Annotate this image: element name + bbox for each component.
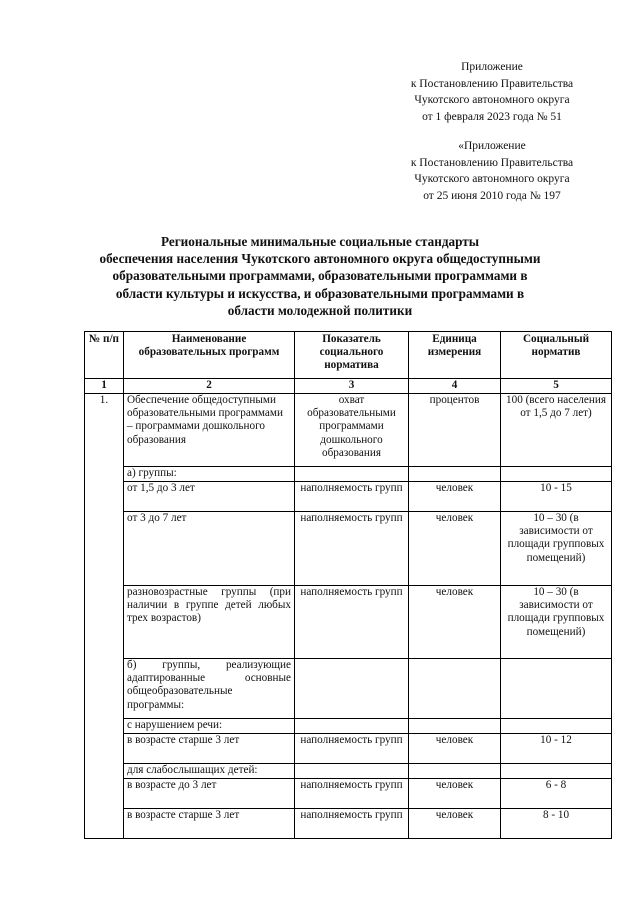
col-number: 3 — [295, 379, 409, 394]
norm: 10 – 30 (в зависимости от площади групповых помещений) — [501, 586, 612, 659]
title-line: области культуры и искусства, и образовательными программами в — [115, 285, 525, 301]
annex-current-header — [392, 59, 592, 125]
header-indicator: Показатель социального норматива — [295, 332, 409, 379]
table-row — [85, 586, 612, 659]
section-label: а) группы: — [124, 467, 295, 482]
table-row — [85, 659, 612, 719]
col-number: 1 — [85, 379, 124, 394]
table-header-row — [85, 332, 612, 379]
table-row — [85, 467, 612, 482]
norm: 10 - 12 — [501, 734, 612, 764]
subsection-label: для слабослышащих детей: — [124, 764, 295, 779]
table-row — [85, 394, 612, 467]
program-name: в возрасте старше 3 лет — [124, 809, 295, 839]
annex-line: Чукотского автономного округа — [414, 173, 570, 185]
norm: 8 - 10 — [501, 809, 612, 839]
col-number: 2 — [124, 379, 295, 394]
section-label: б) группы, реализующие адаптированные основные общеобразовательные программы: — [124, 659, 295, 719]
indicator: наполняемость групп — [295, 586, 409, 659]
indicator: наполняемость групп — [295, 734, 409, 764]
subsection-label: с нарушением речи: — [124, 719, 295, 734]
table-row — [85, 512, 612, 586]
table-row — [85, 482, 612, 512]
program-name: от 1,5 до 3 лет — [124, 482, 295, 512]
program-name: в возрасте старше 3 лет — [124, 734, 295, 764]
document-title — [70, 233, 570, 319]
unit: человек — [409, 779, 501, 809]
annex-line: от 1 февраля 2023 года № 51 — [422, 110, 562, 123]
title-line: Региональные минимальные социальные стандарты — [160, 234, 480, 249]
annex-original-header — [392, 138, 592, 204]
row-number: 1. — [85, 394, 124, 839]
column-number-row — [85, 379, 612, 394]
table-row — [85, 809, 612, 839]
program-name: Обеспечение общедоступными образовательными программами – программами дошкольного образования — [124, 394, 295, 467]
annex-line: Чукотского автономного округа — [414, 94, 570, 106]
header-name: Наименование образовательных программ — [124, 332, 295, 379]
standards-table — [84, 331, 612, 839]
norm: 6 - 8 — [501, 779, 612, 809]
norm: 10 – 30 (в зависимости от площади групповых помещений) — [501, 512, 612, 586]
indicator: наполняемость групп — [295, 482, 409, 512]
annex-line: «Приложение — [458, 140, 526, 152]
unit: человек — [409, 512, 501, 586]
unit: человек — [409, 809, 501, 839]
indicator: наполняемость групп — [295, 779, 409, 809]
title-line: образовательными программами, образовательными программами в — [112, 268, 528, 284]
table-row — [85, 719, 612, 734]
header-norm: Социальный норматив — [501, 332, 612, 379]
annex-line: от 25 июня 2010 года № 197 — [423, 189, 561, 202]
unit: человек — [409, 586, 501, 659]
program-name: от 3 до 7 лет — [124, 512, 295, 586]
norm: 10 - 15 — [501, 482, 612, 512]
norm: 100 (всего населения от 1,5 до 7 лет) — [501, 394, 612, 467]
annex-line: к Постановлению Правительства — [410, 77, 574, 90]
table-row — [85, 734, 612, 764]
program-name: разновозрастные группы (при наличии в группе детей любых трех возрастов) — [124, 586, 295, 659]
col-number: 5 — [501, 379, 612, 394]
indicator: наполняемость групп — [295, 512, 409, 586]
program-name: в возрасте до 3 лет — [124, 779, 295, 809]
header-unit: Единица измерения — [409, 332, 501, 379]
annex-line: Приложение — [461, 61, 523, 73]
table-row — [85, 764, 612, 779]
indicator: наполняемость групп — [295, 809, 409, 839]
indicator: охват образовательными программами дошкольного образования — [295, 394, 409, 467]
annex-line: к Постановлению Правительства — [410, 156, 574, 169]
unit: человек — [409, 482, 501, 512]
unit: процентов — [409, 394, 501, 467]
title-line: обеспечения населения Чукотского автономного округа общедоступными — [99, 251, 541, 267]
unit: человек — [409, 734, 501, 764]
title-line: области молодежной политики — [227, 302, 413, 318]
header-num: № п/п — [85, 332, 124, 379]
table-row — [85, 779, 612, 809]
col-number: 4 — [409, 379, 501, 394]
